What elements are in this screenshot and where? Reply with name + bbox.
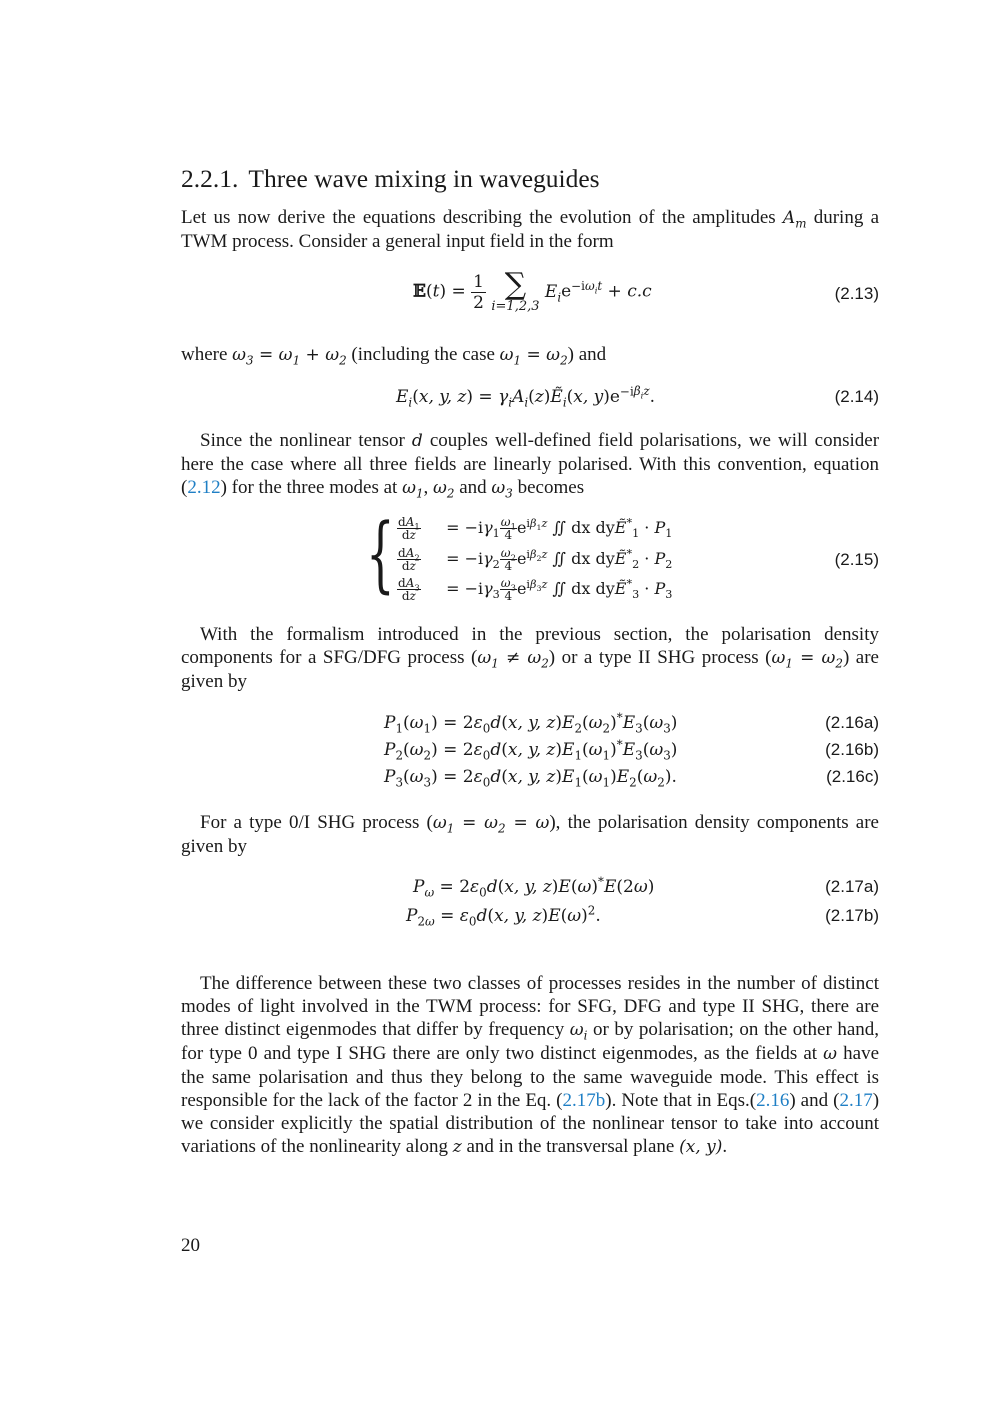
equation-number: (2.16c) — [826, 767, 879, 786]
equation-2-16c: $P_3(\omega_3) = 2\varepsilon_0d(x$, y, $z)E_1(\omega_1)E_2(\omega_2)$. — [384, 767, 677, 790]
math-inline: $A_m$ — [782, 208, 807, 231]
equation-link[interactable]: 2.12 — [187, 477, 221, 498]
equation-2-15-row: $\frac{dA_3}{dz}$ = $-i\gamma_3$ $\frac{\omega_3}{4}$ $e^{i\beta_3z}$ ∬ dx dyẼ*$_3$ · $P_3$ — [398, 576, 673, 603]
section-number: 2.2.1. — [181, 164, 239, 193]
equation-2-15-row: $\frac{dA_2}{dz}$ = $-i\gamma_2$ $\frac{\omega_2}{4}$ $e^{i\beta_2z}$ ∬ dx dyẼ*$_2$ · $P_2$ — [398, 546, 673, 573]
page-number: 20 — [181, 1235, 200, 1256]
section-heading — [181, 164, 600, 194]
equation-number: (2.13) — [834, 284, 879, 303]
paragraph-intro: Let us now derive the equations describing the evolution of the amplitudes $A_m$ during a TWM process. Consider a general input field in the form — [181, 207, 880, 252]
equation-2-17a: $P_\omega = 2\varepsilon_0d(x$, y, z)E(ω)*E(2ω) — [413, 874, 655, 900]
paragraph-tensor: Since the nonlinear tensor d couples well-defined field polarisations, we will consider here the case where all three fields are linearly polarised. With this convention, equation (2.12) for the three modes at $\omega_1$, $\omega_2$ and $\omega_3$ becomes — [181, 430, 880, 501]
equation-2-13: 𝔼(t) = $\frac{1}{2}$ ∑ i=1,2,3 $E_ie^{-i\omega_it} + c.c$ — [413, 267, 652, 314]
paragraph-formalism: With the formalism introduced in the previous section, the polarisation density components for a SFG/DFG process $(\omega_1 \ne \omega_2)$ or a type II SHG process $(\omega_1 = \omega_2)$ are given by — [181, 624, 879, 692]
equation-number: (2.15) — [834, 550, 879, 569]
equation-number: (2.17a) — [825, 877, 879, 896]
equation-number: (2.14) — [834, 387, 879, 406]
left-brace: { — [366, 507, 395, 602]
paragraph-where: where $\omega_3 = \omega_1 + \omega_2$ (including the case $\omega_1 = \omega_2$) and — [181, 344, 607, 368]
equation-2-15-row: $\frac{dA_1}{dz}$ = $-i\gamma_1$ $\frac{\omega_1}{4}$ $e^{i\beta_1z}$ ∬ dx dyẼ*$_1$ · $P_1$ — [398, 515, 673, 542]
equation-link[interactable]: 2.17b — [562, 1090, 606, 1111]
equation-2-16a: $P_1(\omega_1) = 2\varepsilon_0d(x$, y, $z)E_2(\omega_2)^*E_3(\omega_3)$ — [384, 710, 678, 736]
equation-2-14: $E_i(x$, y, $z) = \gamma_iA_i(z)Ẽ_i(x$, $y)e^{-i\beta_iz}$. — [396, 384, 655, 410]
equation-number: (2.16a) — [825, 713, 879, 732]
equation-2-16b: $P_2(\omega_2) = 2\varepsilon_0d(x$, y, $z)E_1(\omega_1)^*E_3(\omega_3)$ — [384, 737, 678, 763]
equation-link[interactable]: 2.16 — [756, 1090, 790, 1111]
equation-2-17b: $P_{2\omega} = \varepsilon_0d(x$, y, $z)E(\omega)^2$. — [406, 903, 601, 929]
equation-number: (2.16b) — [825, 740, 879, 759]
paragraph-type0: For a type 0/I SHG process $(\omega_1 = \omega_2 = \omega)$, the polarisation density components are given by — [181, 812, 879, 857]
equation-link[interactable]: 2.17 — [839, 1090, 873, 1111]
section-title: Three wave mixing in waveguides — [248, 164, 600, 193]
equation-number: (2.17b) — [825, 906, 879, 925]
paragraph-difference: The difference between these two classes of processes resides in the number of distinct modes of light involved in the TWM process: for SFG, DFG and type II SHG, there are three distinct eigenmodes that differ by frequency $\omega_i$ or by polarisation; on the other hand, for type 0 and type I SHG there are only two distinct eigenmodes, as the fields at ω have the same polarisation and thus they belong to the same waveguide mode. This effect is responsible for the lack of the factor 2 in the Eq. (2.17b). Note that in Eqs.(2.16) and (2.17) we consider explicitly the spatial distribution of the nonlinear tensor to take into account variations of the nonlinearity along z and in the transversal plane (x, y). — [181, 973, 880, 1157]
